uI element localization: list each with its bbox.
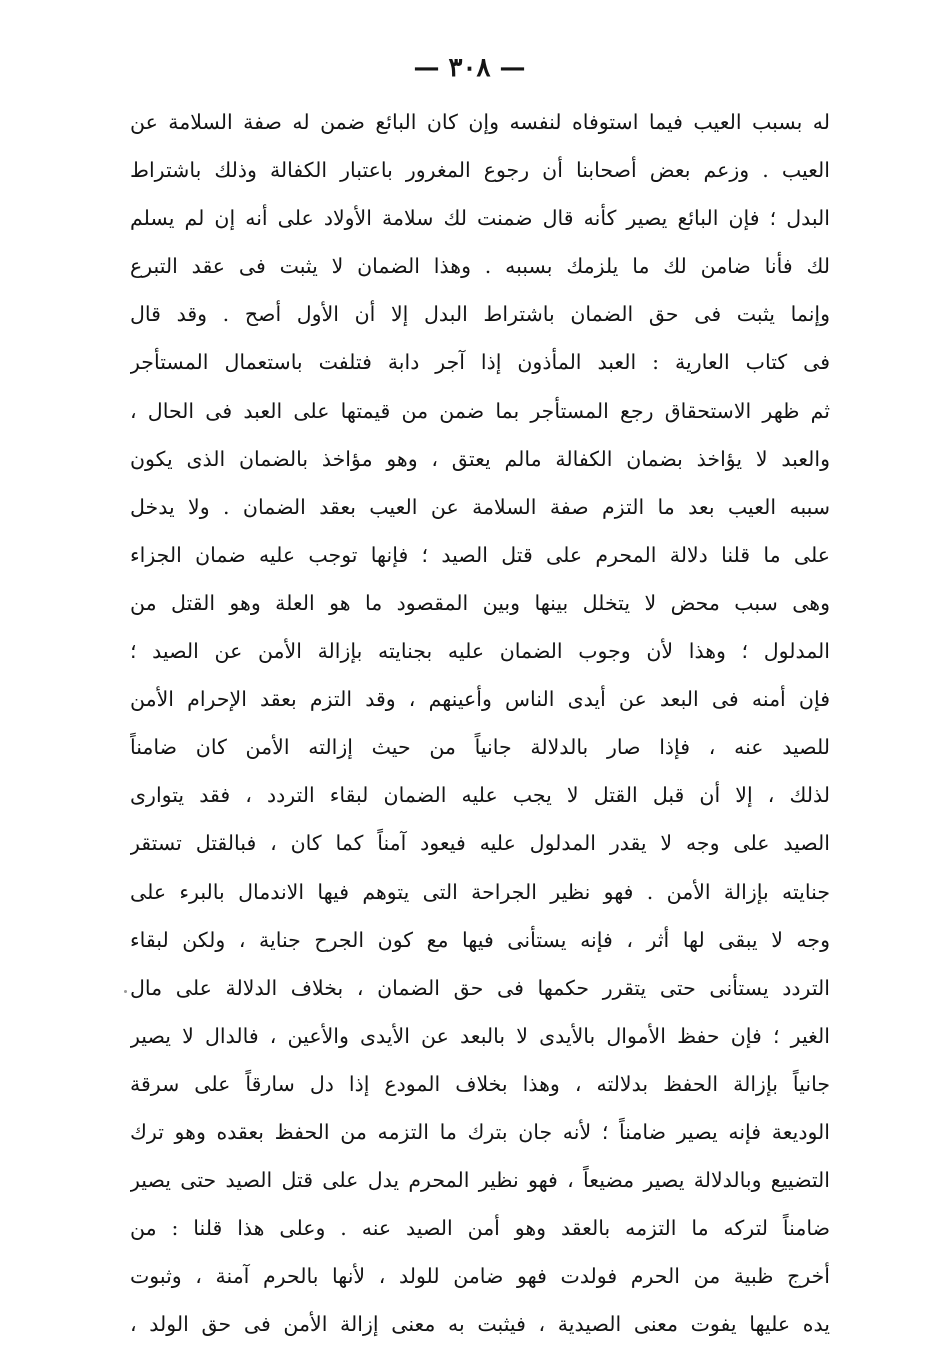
text-line: الصيد على وجه لا يقدر المدلول عليه فيعود آمناً كما كان ، فبالقتل تستقر	[130, 831, 830, 856]
text-line: جنايته بإزالة الأمن . فهو نظير الجراحة التى يتوهم فيها الاندمال بالبرء على	[130, 879, 830, 904]
text-line: ثم ظهر الاستحقاق رجع المستأجر بما ضمن من قيمتها على العبد فى الحال ،	[130, 398, 830, 423]
text-line: على ما قلنا دلالة المحرم على قتل الصيد ؛ فإنها توجب عليه ضمان الجزاء	[130, 542, 830, 567]
text-line: التردد يستأنى حتى يتقرر حكمها فى حق الضمان ، بخلاف الدلالة على مال	[130, 975, 830, 1000]
text-line: التضييع وبالدلالة يصير مضيعاً ، فهو نظير المحرم يدل على قتل الصيد حتى يصير	[130, 1168, 830, 1193]
text-line: وهى سبب محض لا يتخلل بينها وبين المقصود ما هو العلة وهو القتل من	[130, 590, 830, 615]
text-line: يده عليها يفوت معنى الصيدية ، فيثبت به معنى إزالة الأمن فى حق الولد ،	[130, 1312, 830, 1337]
text-line: الوديعة فإنه يصير ضامناً ؛ لأنه جان بترك ما التزمه من الحفظ بعقده وهو ترك	[130, 1119, 830, 1144]
text-line: لك فأنا ضامن لك ما يلزمك بسببه . وهذا الضمان لا يثبت فى عقد التبرع	[130, 254, 830, 279]
text-line: فى كتاب العارية : العبد المأذون إذا آجر دابة فتلفت باستعمال المستأجر	[130, 350, 830, 375]
text-line: لذلك ، إلا أن قبل القتل لا يجب عليه الضمان لبقاء التردد ، فقد يتوارى	[130, 783, 830, 808]
text-line: وإنما يثبت فى حق الضمان باشتراط البدل إلا أن الأول أصح . وقد قال	[130, 302, 830, 327]
text-line: الغير ؛ فإن حفظ الأموال بالأيدى لا بالبعد عن الأيدى والأعين ، فالدال لا يصير	[130, 1023, 830, 1048]
text-line: وجه لا يبقى لها أثر ، فإنه يستأنى فيها مع كون الجرح جناية ، ولكن لبقاء	[130, 927, 830, 952]
text-line: أخرج ظبية من الحرم فولدت فهو ضامن للولد ، لأنها بالحرم آمنة ، وثبوت	[130, 1264, 830, 1289]
scan-speck	[124, 990, 127, 993]
page-number: — ٣٠٨ —	[413, 53, 526, 83]
text-line: المدلول ؛ وهذا لأن وجوب الضمان عليه بجنايته بإزالة الأمن عن الصيد ؛	[130, 639, 830, 664]
text-line: له بسبب العيب فيما استوفاه لنفسه وإن كان البائع ضمن له صفة السلامة عن	[130, 110, 830, 134]
text-line: ضامناً لتركه ما التزمه بالعقد وهو أمن الصيد عنه . وعلى هذا قلنا : من	[130, 1216, 830, 1241]
text-line: العيب . وزعم بعض أصحابنا أن رجوع المغرور باعتبار الكفالة وذلك باشتراط	[130, 158, 830, 183]
text-line: والعبد لا يؤاخذ بضمان الكفالة مالم يعتق ، وهو مؤاخذ بالضمان الذى يكون	[130, 446, 830, 471]
text-line: للصيد عنه ، فإذا صار بالدلالة جانياً من حيث إزالته الأمن كان ضامناً	[130, 735, 830, 760]
body-text	[130, 98, 830, 1348]
text-line: البدل ؛ فإن البائع يصير كأنه قال ضمنت لك سلامة الأولاد على أنه إن لم يسلم	[130, 206, 830, 231]
text-line: سببه العيب بعد ما التزم صفة السلامة عن العيب بعقد الضمان . ولا يدخل	[130, 494, 830, 519]
text-line: فإن أمنه فى البعد عن أيدى الناس وأعينهم ، وقد التزم بعقد الإحرام الأمن	[130, 687, 830, 712]
text-line: جانياً بإزالة الحفظ بدلالته ، وهذا بخلاف المودع إذا دل سارقاً على سرقة	[130, 1071, 830, 1096]
